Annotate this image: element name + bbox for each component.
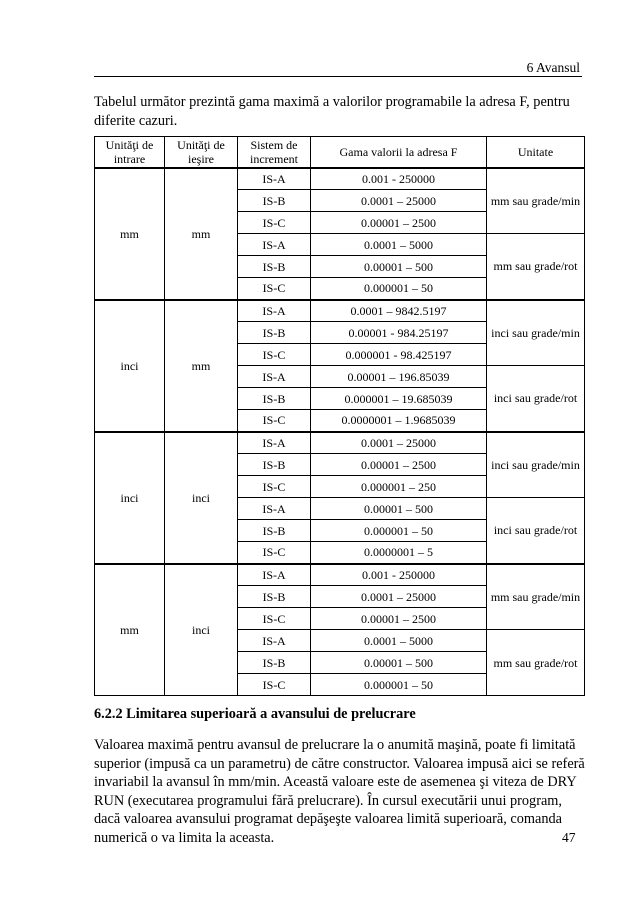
increment-system-cell: IS-B <box>238 520 311 542</box>
increment-system-cell: IS-C <box>238 344 311 366</box>
f-range-cell: 0.00001 – 196.85039 <box>311 366 487 388</box>
increment-system-cell: IS-B <box>238 652 311 674</box>
increment-system-cell: IS-B <box>238 256 311 278</box>
f-range-cell: 0.0001 – 25000 <box>311 432 487 454</box>
increment-system-cell: IS-A <box>238 564 311 586</box>
f-range-cell: 0.000001 – 250 <box>311 476 487 498</box>
f-range-cell: 0.001 - 250000 <box>311 168 487 190</box>
f-range-cell: 0.000001 – 19.685039 <box>311 388 487 410</box>
section-paragraph: Valoarea maximă pentru avansul de prelucrare la o anumită maşină, poate fi limitată superior (impusă ca un parametru) de către constructor. Valoarea impusă aici se referă invariabil la avansul în mm/min. Această valoare este de asemenea şi viteza de DRY RUN (executarea programului fără prelucrare). În cursul executării unui program, dacă valoarea avansului programat depăşeşte valoarea limită superioară, comanda numerică o va limita la aceasta. <box>94 737 585 846</box>
increment-system-cell: IS-B <box>238 388 311 410</box>
header-f-range: Gama valorii la adresa F <box>311 137 487 168</box>
increment-system-cell: IS-C <box>238 542 311 564</box>
output-units-cell: inci <box>165 432 238 564</box>
f-range-cell: 0.00001 – 2500 <box>311 608 487 630</box>
f-range-cell: 0.000001 – 50 <box>311 278 487 300</box>
intro-paragraph: Tabelul următor prezintă gama maximă a valorilor programabile la adresa F, pentru diferite cazuri. <box>94 94 570 129</box>
chapter-title: 6 Avansul <box>526 60 580 75</box>
f-range-cell: 0.0001 – 25000 <box>311 586 487 608</box>
increment-system-cell: IS-C <box>238 278 311 300</box>
input-units-cell: inci <box>95 432 165 564</box>
table-row <box>95 564 585 586</box>
f-range-cell: 0.0000001 – 1.9685039 <box>311 410 487 432</box>
f-range-cell: 0.00001 – 500 <box>311 652 487 674</box>
increment-system-cell: IS-A <box>238 366 311 388</box>
f-range-cell: 0.0001 – 25000 <box>311 190 487 212</box>
output-units-cell: inci <box>165 564 238 696</box>
increment-system-cell: IS-A <box>238 498 311 520</box>
increment-system-cell: IS-C <box>238 476 311 498</box>
f-range-cell: 0.000001 - 98.425197 <box>311 344 487 366</box>
feed-range-table <box>94 136 585 696</box>
f-range-cell: 0.00001 – 500 <box>311 256 487 278</box>
f-range-cell: 0.00001 – 2500 <box>311 212 487 234</box>
f-range-cell: 0.00001 – 2500 <box>311 454 487 476</box>
header-input-units: Unităţi de intrare <box>95 137 165 168</box>
f-range-cell: 0.000001 – 50 <box>311 520 487 542</box>
table-body <box>95 168 585 696</box>
unit-cell: mm sau grade/rot <box>487 630 585 696</box>
unit-cell: inci sau grade/min <box>487 432 585 498</box>
increment-system-cell: IS-B <box>238 190 311 212</box>
f-range-cell: 0.00001 – 500 <box>311 498 487 520</box>
input-units-cell: inci <box>95 300 165 432</box>
input-units-cell: mm <box>95 168 165 300</box>
increment-system-cell: IS-B <box>238 322 311 344</box>
table-header <box>95 137 585 168</box>
f-range-cell: 0.0001 – 5000 <box>311 234 487 256</box>
increment-system-cell: IS-C <box>238 674 311 696</box>
f-range-cell: 0.000001 – 50 <box>311 674 487 696</box>
increment-system-cell: IS-A <box>238 234 311 256</box>
header-output-units: Unităţi de ieşire <box>165 137 238 168</box>
increment-system-cell: IS-B <box>238 586 311 608</box>
increment-system-cell: IS-A <box>238 630 311 652</box>
unit-cell: inci sau grade/min <box>487 300 585 366</box>
unit-cell: mm sau grade/rot <box>487 234 585 300</box>
increment-system-cell: IS-A <box>238 432 311 454</box>
output-units-cell: mm <box>165 300 238 432</box>
table-row <box>95 168 585 190</box>
increment-system-cell: IS-C <box>238 212 311 234</box>
f-range-cell: 0.00001 - 984.25197 <box>311 322 487 344</box>
f-range-cell: 0.0001 – 9842.5197 <box>311 300 487 322</box>
f-range-cell: 0.0000001 – 5 <box>311 542 487 564</box>
unit-cell: inci sau grade/rot <box>487 366 585 432</box>
output-units-cell: mm <box>165 168 238 300</box>
table-row <box>95 300 585 322</box>
f-range-cell: 0.001 - 250000 <box>311 564 487 586</box>
increment-system-cell: IS-A <box>238 168 311 190</box>
increment-system-cell: IS-B <box>238 454 311 476</box>
input-units-cell: mm <box>95 564 165 696</box>
header-unit: Unitate <box>487 137 585 168</box>
unit-cell: inci sau grade/rot <box>487 498 585 564</box>
page-number: 47 <box>562 830 576 845</box>
increment-system-cell: IS-C <box>238 608 311 630</box>
section-heading: 6.2.2 Limitarea superioară a avansului de prelucrare <box>94 706 416 722</box>
header-increment-system: Sistem de increment <box>238 137 311 168</box>
unit-cell: mm sau grade/min <box>487 564 585 630</box>
increment-system-cell: IS-C <box>238 410 311 432</box>
f-range-cell: 0.0001 – 5000 <box>311 630 487 652</box>
unit-cell: mm sau grade/min <box>487 168 585 234</box>
increment-system-cell: IS-A <box>238 300 311 322</box>
page-header <box>94 60 582 77</box>
table-row <box>95 432 585 454</box>
